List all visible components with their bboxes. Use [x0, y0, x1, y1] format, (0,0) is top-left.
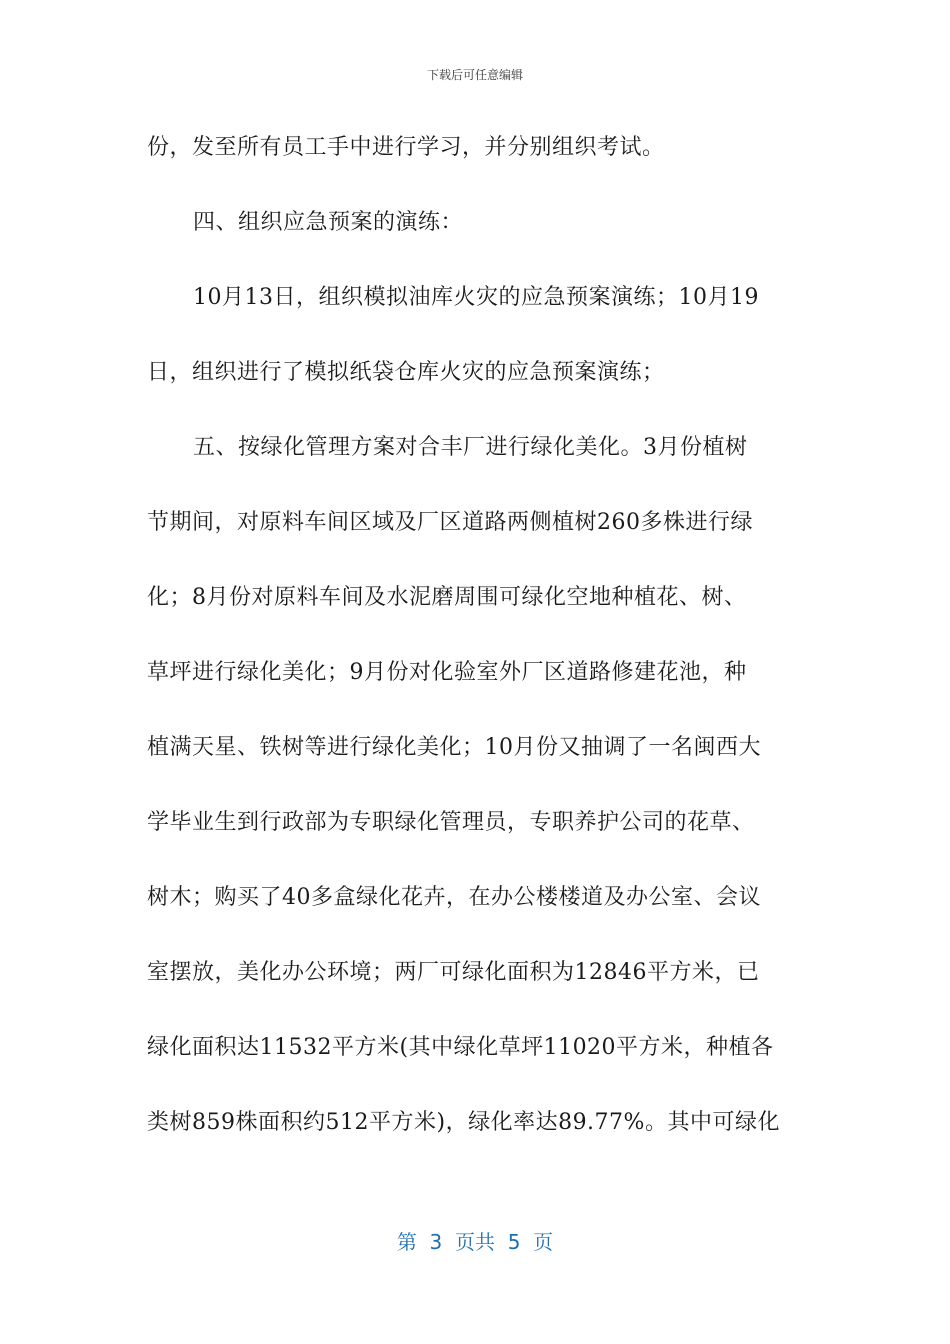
- text-line: 份，发至所有员工手中进行学习，并分别组织考试。: [147, 135, 665, 160]
- page-header-note: 下载后可任意编辑: [426, 68, 523, 82]
- text-line: 五、按绿化管理方案对合丰厂进行绿化美化。3月份植树: [193, 435, 748, 460]
- text-line: 室摆放，美化办公环境；两厂可绿化面积为12846平方米，已: [147, 960, 760, 985]
- text-line: 日，组织进行了模拟纸袋仓库火灾的应急预案演练；: [147, 360, 665, 385]
- page-number-footer: 第 3 页共 5 页: [396, 1230, 554, 1254]
- text-line: 节期间，对原料车间区域及厂区道路两侧植树260多株进行绿: [147, 510, 753, 535]
- text-line: 树木；购买了40多盒绿化花卉，在办公楼楼道及办公室、会议: [147, 885, 761, 910]
- text-line: 绿化面积达11532平方米(其中绿化草坪11020平方米，种植各: [147, 1035, 774, 1060]
- text-line: 学毕业生到行政部为专职绿化管理员，专职养护公司的花草、: [147, 810, 755, 835]
- document-body: [147, 118, 807, 1168]
- text-line: 类树859株面积约512平方米)，绿化率达89.77%。其中可绿化: [147, 1110, 780, 1135]
- text-line: 化；8月份对原料车间及水泥磨周围可绿化空地种植花、树、: [147, 585, 747, 610]
- text-line: 10月13日，组织模拟油库火灾的应急预案演练；10月19: [193, 285, 759, 310]
- section-heading: 四、组织应急预案的演练：: [193, 210, 464, 235]
- text-line: 植满天星、铁树等进行绿化美化；10月份又抽调了一名闽西大: [147, 735, 761, 760]
- text-line: 草坪进行绿化美化；9月份对化验室外厂区道路修建花池，种: [147, 660, 747, 685]
